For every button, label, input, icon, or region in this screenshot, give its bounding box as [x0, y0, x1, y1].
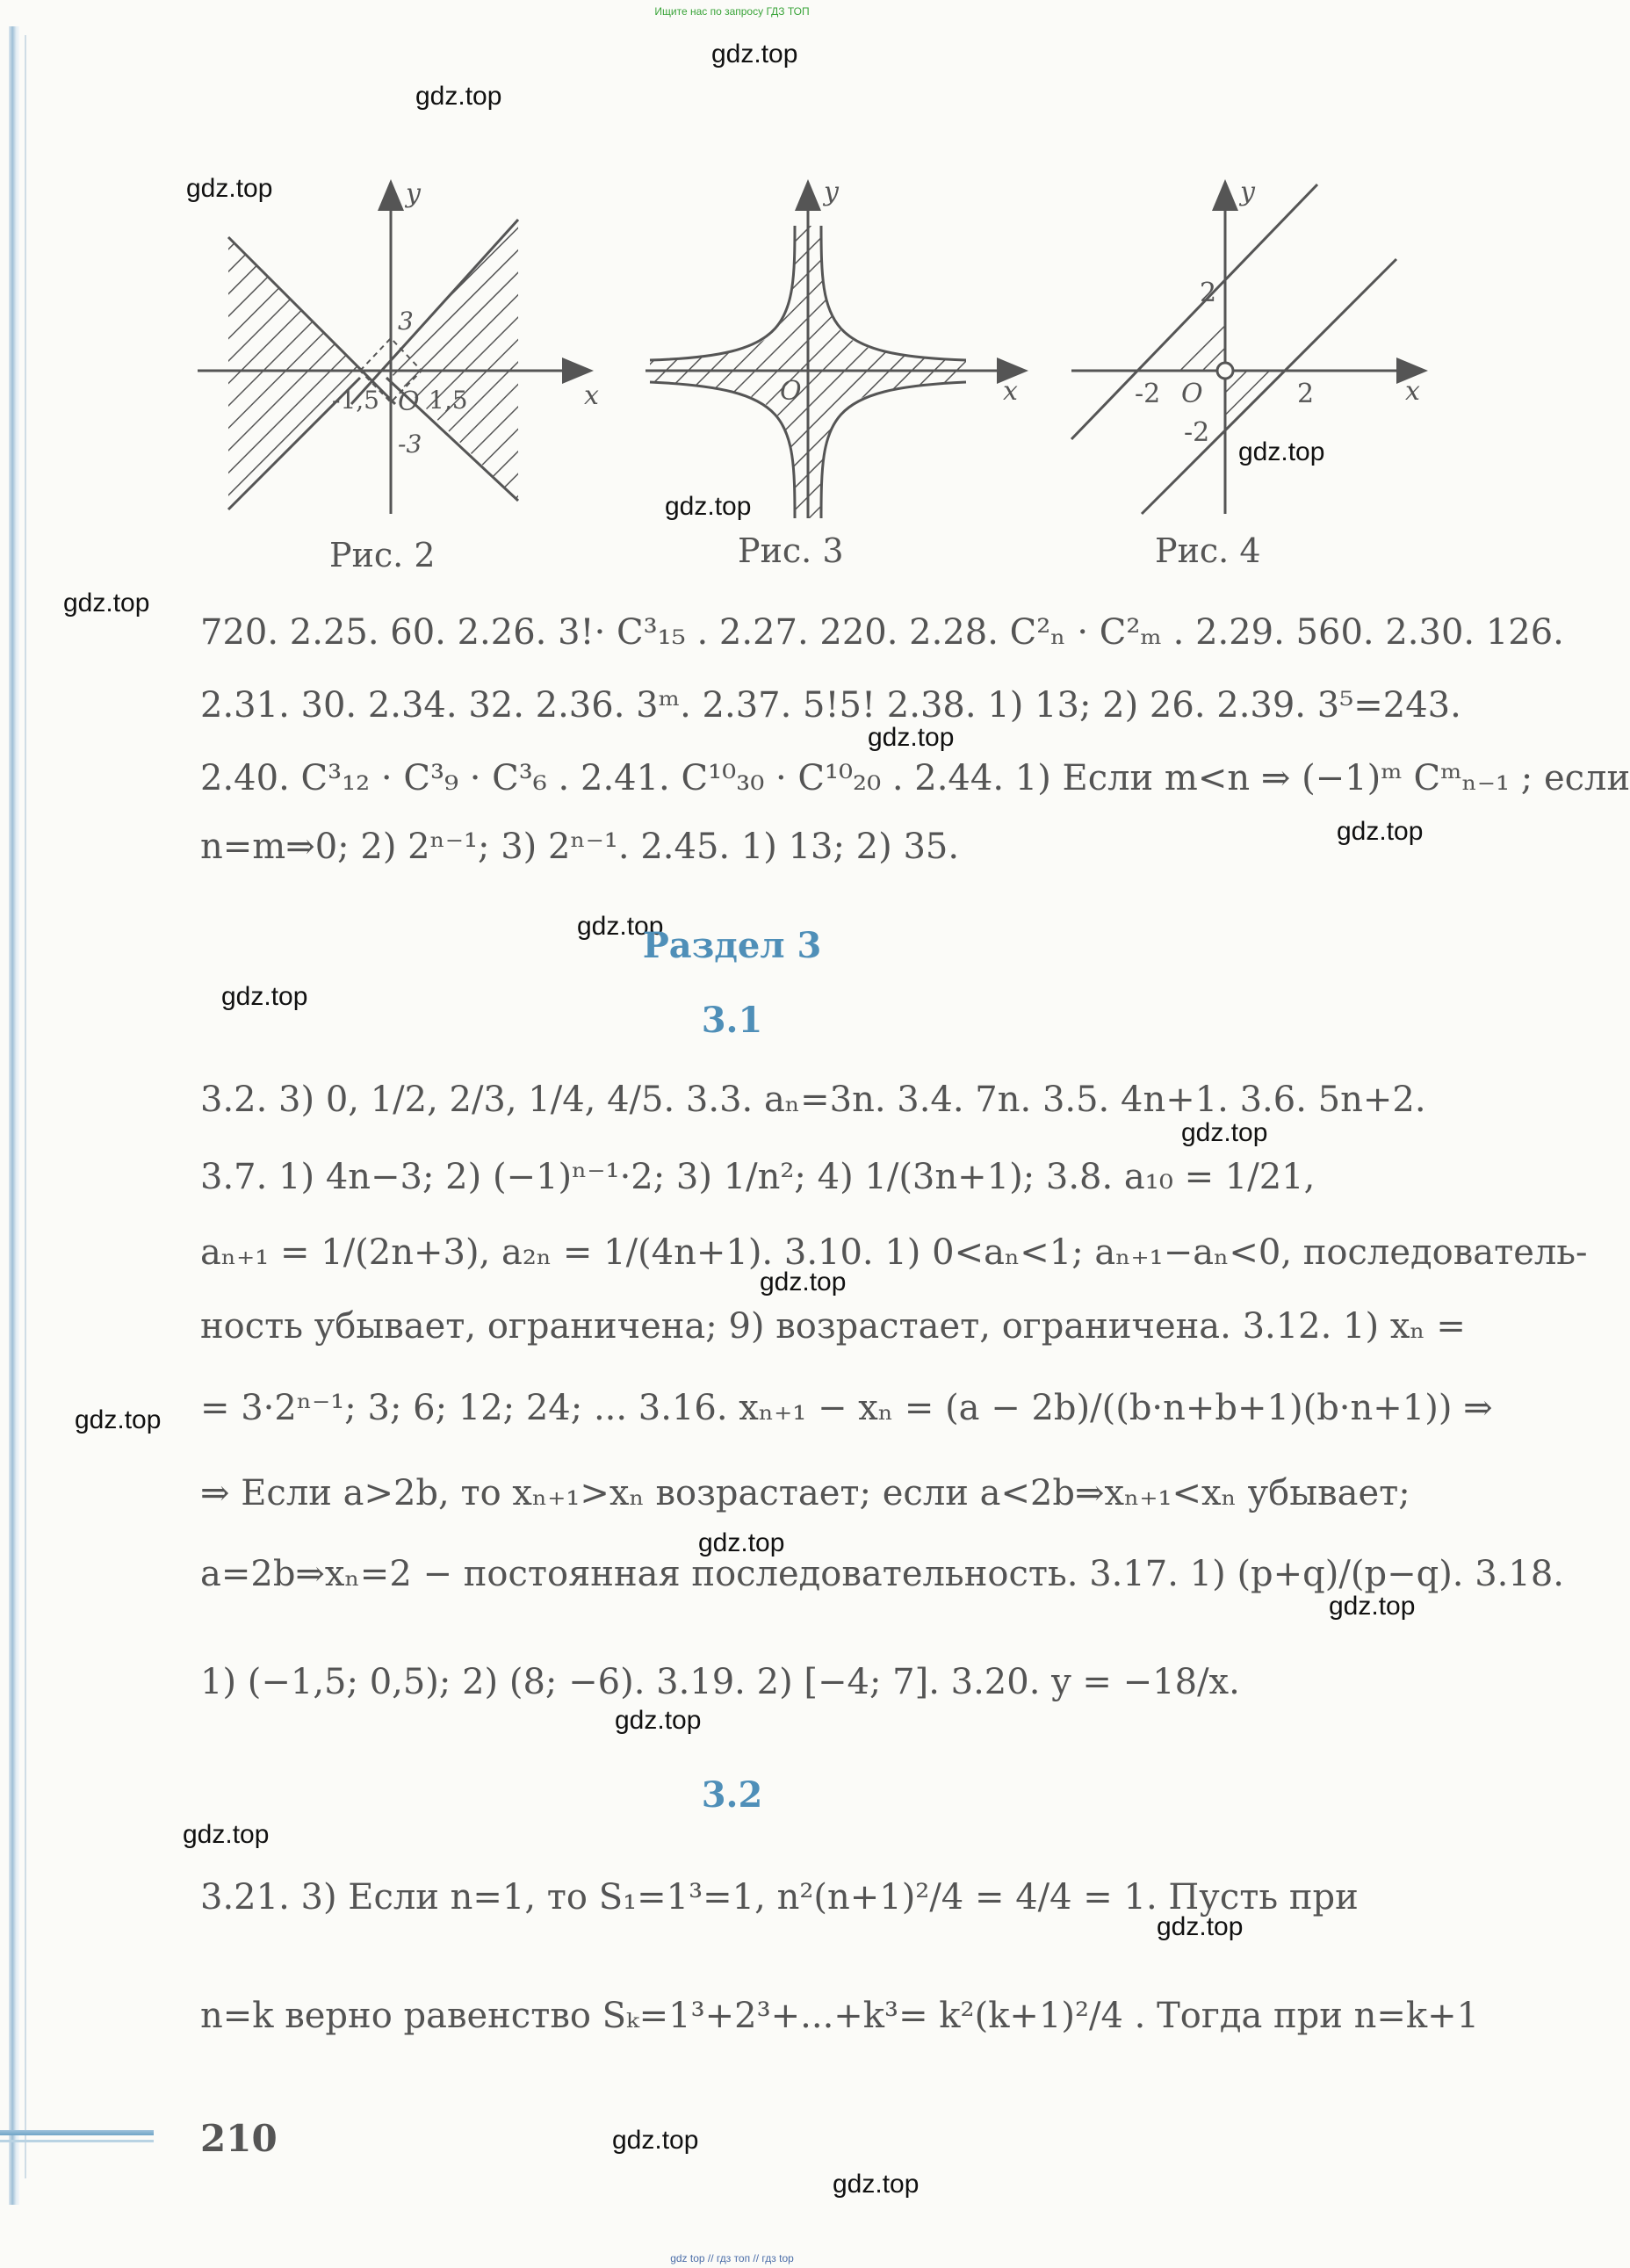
fig4-label-neg2x: -2: [1135, 379, 1161, 409]
fig2-origin: O: [398, 386, 420, 417]
page-number: 210: [200, 2117, 278, 2160]
watermark: gdz.top: [415, 82, 502, 111]
watermark: gdz.top: [612, 2126, 699, 2155]
figure-2: [198, 178, 599, 514]
fig4-label-2y: 2: [1200, 278, 1217, 308]
answers-31-line-5: = 3·2ⁿ⁻¹; 3; 6; 12; 24; ... 3.16. xₙ₊₁ − xₙ = (a − 2b)/((b·n+b+1)(b·n+1)) ⇒: [200, 1388, 1493, 1428]
fig2-y-label: y: [406, 178, 421, 209]
watermark: gdz.top: [577, 912, 664, 941]
answers-31-line-8: 1) (−1,5; 0,5); 2) (8; −6). 3.19. 2) [−4; 7]. 3.20. y = −18/x.: [200, 1662, 1240, 1702]
page-number-rule-thin: [0, 2140, 154, 2142]
page-margin-line: [25, 35, 26, 2178]
fig2-label-neg3: -3: [398, 430, 422, 459]
watermark: gdz.top: [1181, 1118, 1268, 1147]
fig3-x-label: x: [1003, 376, 1018, 407]
page-margin-strip: [9, 26, 19, 2205]
watermark: gdz.top: [63, 589, 150, 618]
fig2-caption: Рис. 2: [329, 536, 436, 574]
fig4-caption: Рис. 4: [1155, 531, 1261, 570]
fig3-caption: Рис. 3: [738, 531, 844, 570]
bottom-links-note[interactable]: gdz top // гдз топ // гдз top: [670, 2252, 794, 2264]
watermark: gdz.top: [698, 1528, 785, 1557]
watermark: gdz.top: [186, 174, 273, 203]
section-heading: Раздел 3: [642, 925, 822, 966]
answers-32-line-2: n=k верно равенство Sₖ=1³+2³+...+k³= k²(k+1)²/4 . Тогда при n=k+1: [200, 1996, 1480, 2036]
answers-2-line-1: 720. 2.25. 60. 2.26. 3!· C³₁₅ . 2.27. 220. 2.28. C²ₙ · C²ₘ . 2.29. 560. 2.30. 126.: [200, 612, 1564, 653]
figure-3: [646, 177, 1023, 518]
watermark: gdz.top: [75, 1405, 162, 1434]
watermark: gdz.top: [221, 982, 308, 1011]
fig4-label-2x: 2: [1297, 379, 1315, 409]
answers-31-line-3: aₙ₊₁ = 1/(2n+3), a₂ₙ = 1/(4n+1). 3.10. 1) 0<aₙ<1; aₙ₊₁−aₙ<0, последователь-: [200, 1232, 1588, 1273]
figure-4: [1071, 177, 1423, 514]
fig4-label-neg2y: -2: [1184, 417, 1210, 448]
fig2-label-3: 3: [398, 307, 414, 336]
fig4-x-label: x: [1405, 376, 1420, 407]
fig4-origin: O: [1181, 379, 1203, 409]
fig4-y-label: y: [1240, 177, 1255, 207]
fig3-y-label: y: [824, 177, 839, 207]
figures-row: [176, 167, 1440, 589]
fig3-origin: O: [780, 376, 802, 407]
watermark: gdz.top: [833, 2170, 920, 2199]
fig2-x-label: x: [584, 380, 599, 411]
answers-31-line-6: ⇒ Если a>2b, то xₙ₊₁>xₙ возрастает; если a<2b⇒xₙ₊₁<xₙ убывает;: [200, 1473, 1410, 1513]
page-number-rule: [0, 2130, 154, 2135]
watermark: gdz.top: [1337, 817, 1424, 846]
answers-31-line-2: 3.7. 1) 4n−3; 2) (−1)ⁿ⁻¹·2; 3) 1/n²; 4) 1/(3n+1); 3.8. a₁₀ = 1/21,: [200, 1157, 1316, 1197]
answers-31-line-4: ность убывает, ограничена; 9) возрастает, ограничена. 3.12. 1) xₙ =: [200, 1306, 1466, 1347]
answers-2-line-4: n=m⇒0; 2) 2ⁿ⁻¹; 3) 2ⁿ⁻¹. 2.45. 1) 13; 2) 35.: [200, 827, 960, 867]
watermark: gdz.top: [1238, 437, 1325, 466]
watermark: gdz.top: [1157, 1912, 1244, 1941]
fig2-label-neg15: -1,5: [332, 386, 379, 415]
watermark: gdz.top: [1329, 1592, 1416, 1621]
top-search-note[interactable]: Ищите нас по запросу ГДЗ ТОП: [654, 5, 810, 18]
watermark: gdz.top: [665, 492, 752, 521]
watermark: gdz.top: [183, 1820, 270, 1849]
watermark: gdz.top: [615, 1706, 702, 1735]
answers-32-line-1: 3.21. 3) Если n=1, то S₁=1³=1, n²(n+1)²/4 = 4/4 = 1. Пусть при: [200, 1877, 1359, 1918]
answers-31-line-1: 3.2. 3) 0, 1/2, 2/3, 1/4, 4/5. 3.3. aₙ=3n. 3.4. 7n. 3.5. 4n+1. 3.6. 5n+2.: [200, 1080, 1426, 1120]
watermark: gdz.top: [760, 1268, 847, 1297]
answers-2-line-2: 2.31. 30. 2.34. 32. 2.36. 3ᵐ. 2.37. 5!5! 2.38. 1) 13; 2) 26. 2.39. 3⁵=243.: [200, 685, 1461, 726]
subsection-heading-3-2: 3.2: [701, 1774, 763, 1816]
answers-2-line-3: 2.40. C³₁₂ · C³₉ · C³₆ . 2.41. C¹⁰₃₀ · C¹⁰₂₀ . 2.44. 1) Если m<n ⇒ (−1)ᵐ Cᵐₙ₋₁ ; если: [200, 758, 1630, 798]
watermark: gdz.top: [711, 40, 798, 69]
answers-31-line-7: a=2b⇒xₙ=2 − постоянная последовательность. 3.17. 1) (p+q)/(p−q). 3.18.: [200, 1554, 1565, 1594]
watermark: gdz.top: [868, 723, 955, 752]
subsection-heading-3-1: 3.1: [701, 1000, 763, 1041]
fig2-label-15: 1,5: [429, 386, 468, 415]
